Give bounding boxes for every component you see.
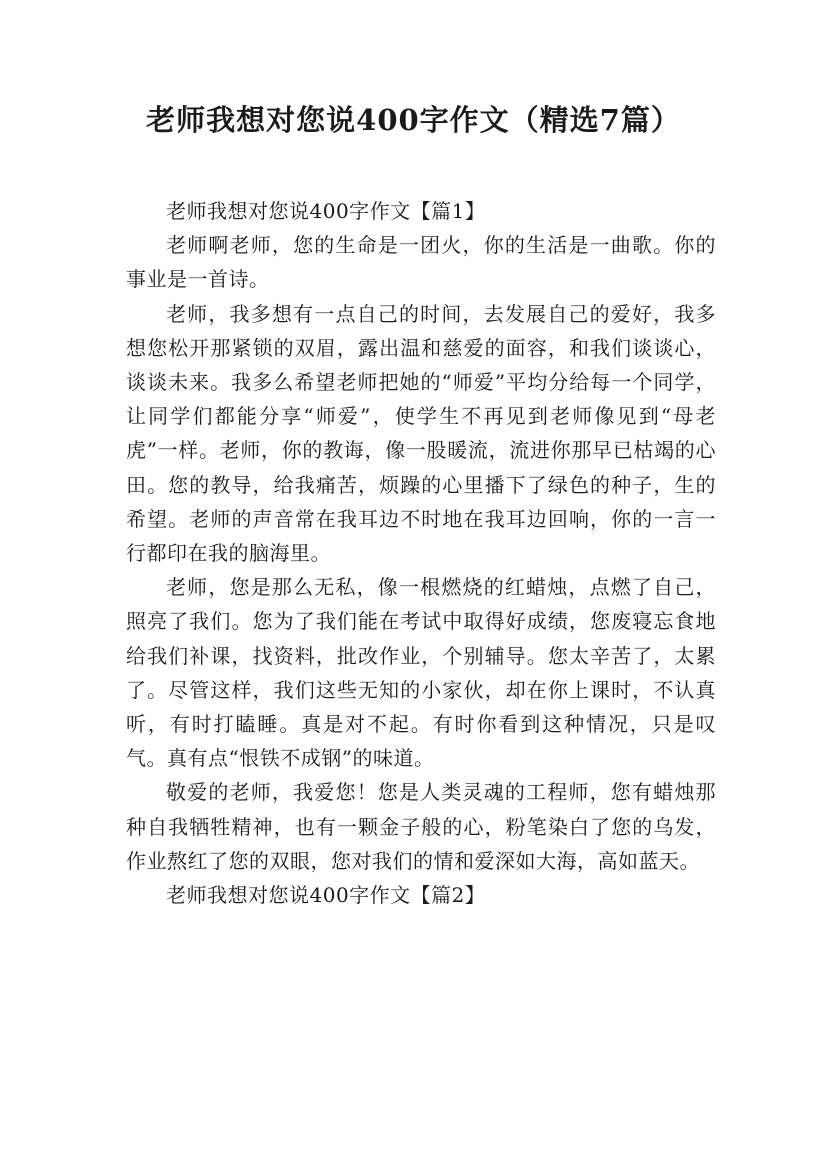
section-heading-1: 老师我想对您说400字作文【篇1】 xyxy=(166,199,486,223)
paragraph: 老师啊老师，您的生命是一团火，你的生活是一曲歌。你的事业是一首诗。 xyxy=(126,233,716,292)
section-heading-2: 老师我想对您说400字作文【篇2】 xyxy=(166,883,486,908)
paragraph: 老师，我多想有一点自己的时间，去发展自己的爱好，我多想您松开那紧锁的双眉，露出温和慈爱的面容，和我们谈谈心，谈谈未来。我多么希望老师把她的“师爱”平均分给每一个同学，让同学们都能分享“师爱”，使学生不再见到老师像见到“母老虎”一样。老师，你的教诲，像一股暖流，流进你那早已枯竭的心田。您的教导，给我痛苦，烦躁的心里播下了绿色的种子，生的希望。老师的声音常在我耳边不时地在我耳边回响，你的一言一行都印在我的脑海里。 xyxy=(126,301,716,566)
document-title: 老师我想对您说400字作文（精选7篇） xyxy=(146,103,681,137)
paragraph: 敬爱的老师，我爱您！您是人类灵魂的工程师，您有蜡烛那种自我牺牲精神，也有一颗金子般的心，粉笔染白了您的乌发，作业熬红了您的双眼，您对我们的情和爱深如大海，高如蓝天。 xyxy=(126,780,716,873)
paragraph: 老师，您是那么无私，像一根燃烧的红蜡烛，点燃了自己，照亮了我们。您为了我们能在考试中取得好成绩，您废寝忘食地给我们补课，找资料，批改作业，个别辅导。您太辛苦了，太累了。尽管这样，我们这些无知的小家伙，却在你上课时，不认真听，有时打瞌睡。真是对不起。有时你看到这种情况，只是叹气。真有点“恨铁不成钢”的味道。 xyxy=(126,575,716,771)
document-body xyxy=(126,194,716,912)
